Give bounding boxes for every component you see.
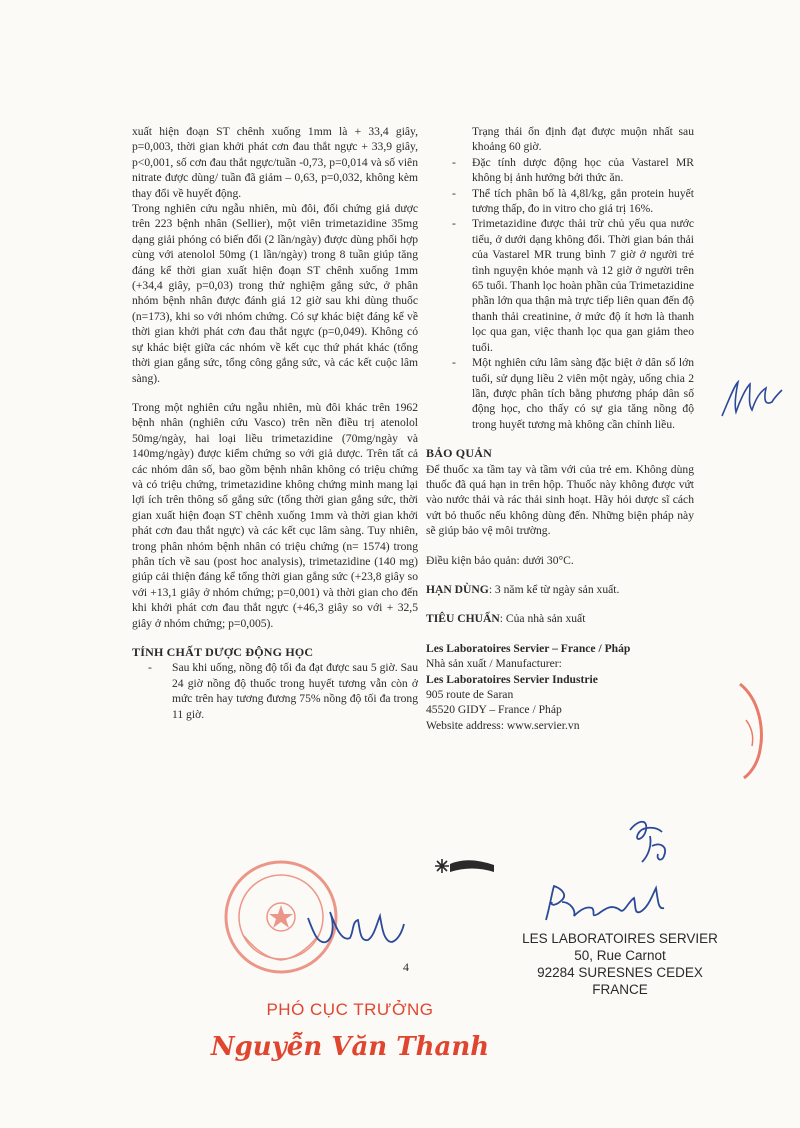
servier-logo-icon: [432, 852, 502, 884]
address-line-1: 905 route de Saran: [426, 688, 514, 701]
expiry-line: [426, 582, 694, 597]
edge-seal-icon: [730, 680, 770, 780]
page-number: 4: [403, 960, 409, 974]
manufacturer-label: Nhà sản xuất / Manufacturer:: [426, 657, 562, 671]
standard-label: TIÊU CHUẨN: [426, 612, 500, 626]
company-signature-icon: [540, 880, 670, 926]
approval-signature-icon: [622, 812, 678, 868]
standard-line: [426, 611, 694, 626]
list-item: - Một nghiên cứu lâm sàng đặc biệt ở dân số lớn tuổi, sử dụng liều 2 viên một ngày, uống chia 2 lần, được phân tích bằng phương pháp dân số động học, cho thấy có sự gia tăng nồng độ trong huyết tương mà không cần chỉnh liều.: [426, 355, 694, 432]
company-name: Les Laboratoires Servier – France / Pháp: [426, 641, 631, 655]
paragraph-results-1: xuất hiện đoạn ST chênh xuống 1mm là + 33,4 giây, p=0,003, thời gian khởi phát cơn đau thắt ngực + 33,9 giây, p<0,001, số cơn đau thắt ngực/tuần -0,73, p=0,014 và số viên nitrate được dùng/ tuần đã giảm – 0,63, p=0,032, không kèm thay đổi về huyết động.: [132, 125, 418, 200]
list-item: - Đặc tính dược động học của Vastarel MR không bị ảnh hưởng bởi thức ăn.: [426, 155, 694, 186]
standard-text: : Của nhà sản xuất: [499, 612, 586, 626]
list-item-continued: Trạng thái ổn định đạt được muộn nhất sau khoảng 60 giờ.: [472, 125, 694, 154]
right-column: [426, 124, 694, 733]
expiry-label: HẠN DÙNG: [426, 582, 489, 596]
paragraph-vasco-study: Trong một nghiên cứu ngẫu nhiên, mù đôi khác trên 1962 bệnh nhân (nghiên cứu Vasco) trên nền điều trị atenolol 50mg/ngày, hai loại liều trimetazidine (70mg/ngày và 140mg/ngày) được kiểm chứng so với giả dược. Trên tất cả các nhóm dân số, bao gồm bệnh nhân không có triệu chứng và có triệu chứng, trimetazidine không chứng minh mang lại lợi ích trên thông số gắng sức (tổng thời gian gắng sức, thời gian xuất hiện đoạn ST chênh xuống 1mm và thời gian khởi phát cơn đau thắt ngực) và các kết cục lâm sàng. Tuy nhiên, trong phân nhóm bệnh nhân có triệu chứng (n= 1574) trong phân tích về sau (post hoc analysis), trimetazidine (140 mg) giúp cải thiện đáng kể tổng thời gian gắng sức (+23,8 giây so với +13,1 giây ở nhóm chứng; p=0,001) và thời gian cho đến khi khởi phát cơn đau thắt ngực (+46,3 giây so với + 32,5 giây ở nhóm chứng; p=0,005).: [132, 400, 418, 630]
storage-text: Để thuốc xa tầm tay và tầm với của trẻ em. Không dùng thuốc đã quá hạn in trên hộp. Thuốc này không được vứt vào nước thải và rác thải sinh hoạt. Hãy hỏi dược sĩ cách vứt bỏ thuốc nếu không dùng đến. Những biện pháp này sẽ giúp bảo vệ môi trường.: [426, 462, 694, 538]
list-item: - Trimetazidine được thải trừ chủ yếu qua nước tiểu, ở dưới dạng không đổi. Thời gian bán thải của Vastarel MR trung bình 7 giờ ở người trẻ tình nguyện khỏe mạnh và 12 giờ ở người trên 65 tuổi. Thanh lọc hoàn phần của Trimetazidine phần lớn qua thận mà trực tiếp liên quan đến độ thanh thải creatinine, ở mức độ ít hơn là thanh lọc qua gan, việc thanh lọc qua gan giảm theo tuổi.: [426, 216, 694, 355]
pharmacokinetics-heading: TÍNH CHẤT DƯỢC ĐỘNG HỌC: [132, 645, 314, 659]
address-stamp-line-1: LES LABORATOIRES SERVIER: [522, 931, 718, 946]
left-column: [132, 124, 418, 722]
address-stamp-line-3: 92284 SURESNES CEDEX: [537, 965, 703, 980]
manufacturer-name: Les Laboratoires Servier Industrie: [426, 672, 598, 686]
pharmacokinetics-list: [132, 660, 418, 722]
address-line-2: 45520 GIDY – France / Pháp: [426, 703, 562, 717]
director-signature-icon: [300, 898, 410, 958]
address-stamp-line-2: 50, Rue Carnot: [574, 948, 666, 963]
margin-signature-icon: [716, 372, 786, 422]
address-stamp-line-4: FRANCE: [592, 982, 648, 997]
pharmacokinetics-list-continued: [426, 155, 694, 432]
company-address-stamp: [520, 930, 720, 998]
official-title: PHÓ CỤC TRƯỞNG: [266, 1000, 434, 1019]
list-item: - Sau khi uống, nồng độ tối đa đạt được sau 5 giờ. Sau 24 giờ nồng độ thuốc trong huyết tương vẫn còn ở mức trên hay tương đương 75% nồng độ tối đa trong 11 giờ.: [132, 660, 418, 722]
list-item: - Thể tích phân bố là 4,8l/kg, gắn protein huyết tương thấp, đo in vitro cho giá trị 16%.: [426, 186, 694, 217]
storage-condition: Điều kiện bảo quản: dưới 30°C.: [426, 553, 574, 567]
storage-heading: BẢO QUẢN: [426, 446, 492, 461]
official-name: Nguyễn Văn Thanh: [210, 1032, 490, 1062]
expiry-text: : 3 năm kể từ ngày sản xuất.: [488, 582, 620, 596]
website-line: Website address: www.servier.vn: [426, 718, 580, 732]
paragraph-sellier-study: Trong nghiên cứu ngẫu nhiên, mù đôi, đối chứng giả dược trên 223 bệnh nhân (Sellier), một viên trimetazidine 35mg dạng giải phóng có biến đổi (2 lần/ngày) được dùng phối hợp cùng với atenolol 50mg (1 lần/ngày) trong 8 tuần giúp tăng đáng kể thời gian xuất hiện đoạn ST chênh xuống 1mm (+34,4 giây, p=0,03) trong thử nghiệm gắng sức, ở phân nhóm bệnh nhân được đánh giá 12 giờ sau khi dùng thuốc (n=173), khi so với nhóm chứng. Có sự khác biệt đáng kể về thời gian khởi phát cơn đau thắt ngực (p=0,049). Không có sự khác biệt giữa các nhóm về kết cục thứ phát khác (tổng thời gian gắng sức, tổng công gắng sức, và các kết cuộc lâm sàng).: [132, 202, 418, 385]
